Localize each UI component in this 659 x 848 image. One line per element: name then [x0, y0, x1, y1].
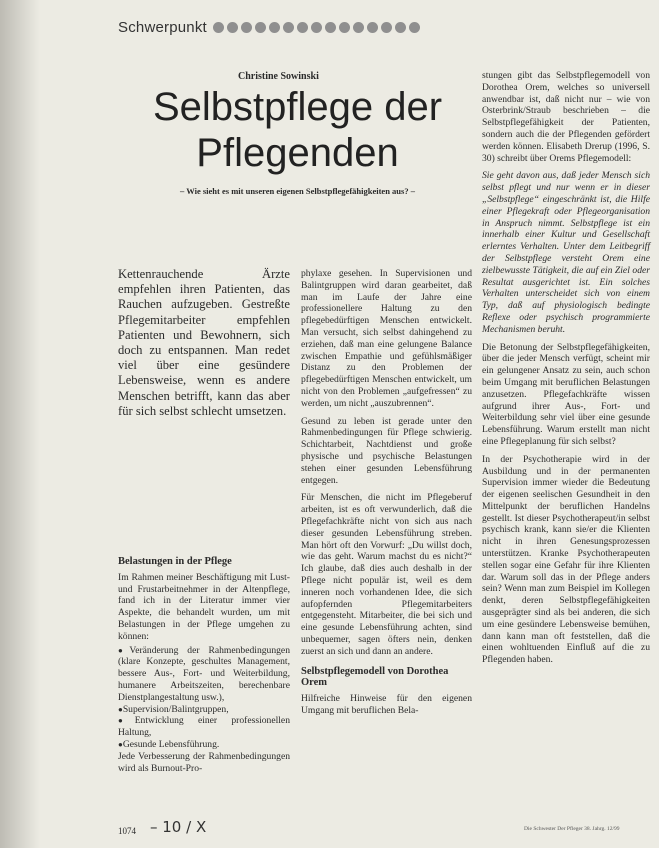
- column-2: [301, 268, 472, 723]
- paragraph: Im Rahmen meiner Beschäftigung mit Lust- und Frustarbeitnehmer in der Altenpflege, fand ich in der Literatur immer vier Aspekte, die behandelt wurden, um mit Belastungen in der Pflege umgehen zu können:: [118, 571, 290, 642]
- bullet-list: [118, 645, 290, 751]
- list-item: ● Supervision/Balintgruppen,: [118, 704, 290, 716]
- author-name: Christine Sowinski: [238, 71, 319, 82]
- lead-paragraph: Kettenrauchende Ärzte empfehlen ihren Patienten, das Rauchen aufzugeben. Gestreßte Pflegemitarbeiter empfehlen Patienten und Bewohnern, sich doch zu entspannen. Man redet viel über eine gesündere Lebensweise, wenn es andere Menschen betrifft, kann das aber für sich selbst schlecht umsetzen.: [118, 267, 290, 418]
- paragraph: Hilfreiche Hinweise für den eigenen Umgang mit beruflichen Bela-: [301, 693, 472, 716]
- journal-footer: Die Schwester Der Pfleger 38. Jahrg. 12/99: [524, 826, 620, 832]
- section-label: Schwerpunkt: [118, 19, 207, 36]
- paragraph: Die Betonung der Selbstpflegefähigkeiten, über die jeder Mensch verfügt, scheint mir ein gelungener Ansatz zu sein, auch schon beim Umgang mit beruflichen Belastungen anzusetzen. Pflegefachkräfte wissen aufgrund ihrer Aus-, Fort- und Weiterbildung sehr viel über eine gesunde Lebensführung. Warum erstellt man nicht eine Pflegeplanung für sich selbst?: [482, 341, 650, 447]
- article-subtitle: – Wie sieht es mit unseren eigenen Selbstpflegefähigkeiten aus? –: [180, 186, 415, 196]
- section-heading: Selbstpflegemodell von Dorothea Orem: [301, 665, 449, 689]
- paragraph: stungen gibt das Selbstpflegemodell von Dorothea Orem, welches so universell anwendbar ist, daß nicht nur – wie von Osterbrink/Straub beschrieben – die Selbstpflegefähigkeit der Patienten, sondern auch die der Pflegenden gefördert werden können. Elisabeth Drerup (1996, S. 30) schreibt über Orems Pflegemodell:: [482, 70, 650, 164]
- paragraph: In der Psychotherapie wird in der Ausbildung und in der permanenten Supervision immer wieder die Bedeutung der eigenen seelischen Gesundheit in den Mittelpunkt der beruflichen Handelns gestellt. Ist dieser Psychotherapeut/in selbst psychisch krank, kann sie/er die Klienten nicht in ihren Genesungsprozessen unterstützen. Kranke Psychotherapeuten stellen sogar eine Gefahr für ihre Klienten dar. Warum soll das in der Pflege anders sein? Wenn man zum Beispiel im Kollegen denkt, deren Selbstpflegefähigkeiten ausgeprägter sind als bei anderen, die sich um eine gesündere Lebensweise bemühen, dann kann man oft feststellen, daß die einen wohltuenden Einfluß auf die zu Pflegenden haben.: [482, 453, 650, 666]
- paragraph: Gesund zu leben ist gerade unter den Rahmenbedingungen für Pflege schwierig. Schichtarbeit, Nachtdienst und große physische und psychische Belastungen stehen einer gesunden Lebensführung entgegen.: [301, 415, 472, 486]
- column-3: [482, 70, 650, 672]
- list-item: ● Veränderung der Rahmenbedingungen (klare Konzepte, geschultes Management, bessere Aus-, Fort- und Weiterbildung, humanere Arbeitszeiten, berechenbare Dienstplangestaltung usw.),: [118, 645, 290, 704]
- title-line-1: Selbstpflege der: [152, 85, 443, 129]
- quote-paragraph: Sie geht davon aus, daß jeder Mensch sich selbst pflegt und nur wenn er in dieser „Selbstpflege“ eingeschränkt ist, die Hilfe einer Pflegekraft oder Pflegeorganisation in Anspruch nimmt. Selbstpflege ist ein innerhalb einer Kultur und Gesellschaft erlerntes Verhalten. Unter dem Leitbegriff der Selbstpflege versteht Orem eine zielbewusste Tätigkeit, die auf ein Ziel oder Resultat ausgerichtet ist. Ein solches Verhalten unterscheidet sich von einem Typ, daß auf physiologisch bedingte Reflexe oder psychisch programmierte Mechanismen beruht.: [482, 170, 650, 335]
- handwritten-note: – 10 / X: [150, 818, 207, 836]
- list-item: ● Gesunde Lebensführung.: [118, 739, 290, 751]
- list-item: ● Entwicklung einer professionellen Haltung,: [118, 715, 290, 739]
- page-number: 1074: [118, 826, 136, 836]
- paragraph: phylaxe gesehen. In Supervisionen und Balintgruppen wird daran gearbeitet, daß man im Laufe der Jahre eine professionellere Haltung zu den pflegebedürftigen Menschen entwickelt. Man versucht, sich selbst dahingehend zu erziehen, daß man eine gelungene Balance zwischen Empathie und gefühlsmäßiger Distanz zu den Problemen der pflegebedürftigen Menschen entwickelt, um nicht von den Problemen „aufgefressen“ zu werden, um nicht „auszubrennen“.: [301, 268, 472, 409]
- section-heading: Belastungen in der Pflege: [118, 556, 232, 567]
- page-edge-shadow: [0, 0, 40, 848]
- column-1: [118, 556, 290, 780]
- article-title: [120, 84, 475, 176]
- paragraph: Jede Verbesserung der Rahmenbedingungen wird als Burnout-Pro-: [118, 750, 290, 774]
- title-line-2: Pflegenden: [196, 131, 399, 175]
- section-dots-decoration: [213, 22, 420, 33]
- paragraph: Für Menschen, die nicht im Pflegeberuf arbeiten, ist es oft verwunderlich, daß die Pflegefachkräfte nicht von sich aus nach dieser gesunden Lebensführung streben. Man hört oft den Vorwurf: „Du willst doch, wie das geht. Warum machst du es nicht?“ Ich glaube, daß dies auch deshalb in der Pflege nicht populär ist, weil es dem inneren noch vorhandenen Idee, die sich aufopfernden Pflegemitarbeiters entgegensteht. Mitarbeiter, die bei sich und eine gesunde Lebensführung achten, sind unbequemer, sagen öfters nein, denken zuerst an sich und dann an andere.: [301, 492, 472, 657]
